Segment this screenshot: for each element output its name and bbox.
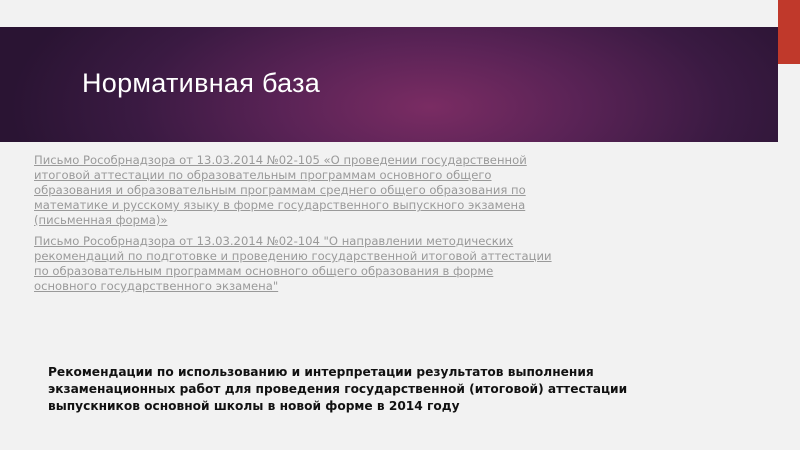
slide-title: Нормативная база <box>82 68 321 98</box>
document-link-1[interactable]: Письмо Рособрнадзора от 13.03.2014 №02-105 «О проведении государственной итоговой аттестации по образовательным программам основного общего образования и образовательным программам среднего общего образования по математике и русскому языку в форме государственного выпускного экзамена (письменная форма)» <box>34 153 527 227</box>
document-links <box>34 153 554 300</box>
document-link-2[interactable]: Письмо Рособрнадзора от 13.03.2014 №02-104 "О направлении методических рекомендаций по подготовке и проведению государственной итоговой аттестации по образовательным программам основного общего образования в форме основного государственного экзамена" <box>34 234 552 293</box>
accent-bar <box>778 0 800 64</box>
recommendation-text: Рекомендации по использованию и интерпретации результатов выполнения экзаменационных работ для проведения государственной (итоговой) аттестации выпускников основной школы в новой форме в 2014 году <box>48 365 628 413</box>
